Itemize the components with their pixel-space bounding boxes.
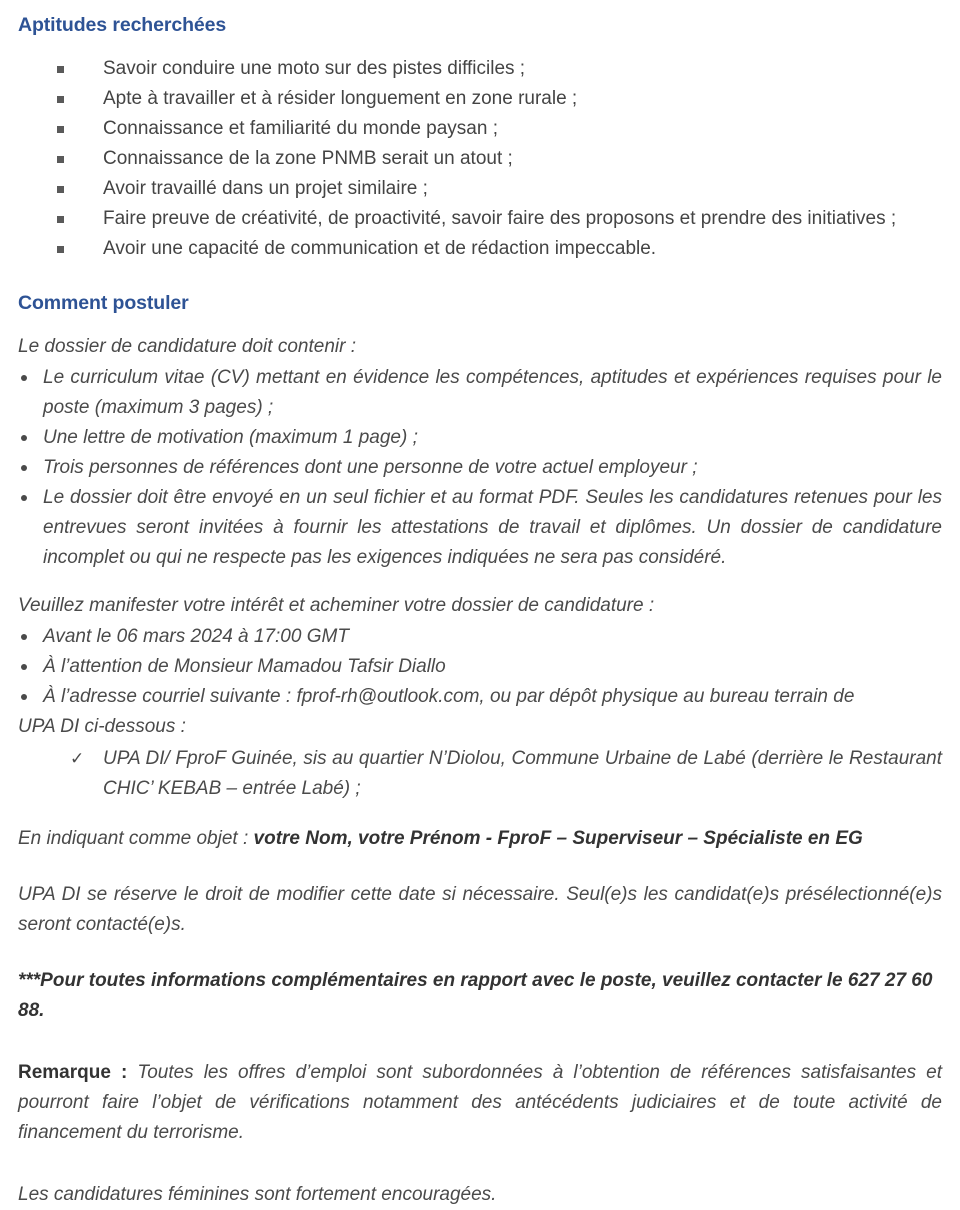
encouragement-paragraph: Les candidatures féminines sont fortement encouragées. — [18, 1184, 497, 1205]
disclaimer-paragraph: UPA DI se réserve le droit de modifier cette date si nécessaire. Seul(e)s les candidat(e)s présélectionné(e)s seront contacté(e)s. — [18, 884, 942, 935]
email-subject-line — [18, 824, 942, 854]
list-item: Connaissance et familiarité du monde paysan ; — [18, 114, 942, 144]
skills-list — [18, 54, 942, 264]
remark-text: Toutes les offres d’emploi sont subordonnées à l’obtention de références satisfaisantes et pourront faire l’objet de vérifications notamment des antécédents judiciaires et de toute activité de financement du terrorisme. — [18, 1062, 942, 1143]
submit-items-list — [18, 622, 942, 742]
email-item-prefix: À l’adresse courriel suivante : — [43, 686, 297, 707]
dossier-items-list — [18, 363, 942, 573]
subject-prefix: En indiquant comme objet : — [18, 828, 254, 849]
email-item-suffix: , ou par dépôt physique au bureau terrain de — [479, 686, 855, 707]
list-item: À l’attention de Monsieur Mamadou Tafsir Diallo — [18, 652, 942, 682]
extra-info-paragraph: ***Pour toutes informations complémentaires en rapport avec le poste, veuillez contacter le 627 27 60 88. — [18, 970, 933, 1021]
subject-bold-text: votre Nom, votre Prénom - FproF – Superviseur – Spécialiste en EG — [253, 828, 863, 849]
list-item: Le curriculum vitae (CV) mettant en évidence les compétences, aptitudes et expériences requises pour le poste (maximum 3 pages) ; — [18, 363, 942, 423]
list-item: Avoir travaillé dans un projet similaire ; — [18, 174, 942, 204]
remark-paragraph — [18, 1058, 942, 1148]
email-item-wrap: UPA DI ci-dessous : — [18, 716, 186, 737]
list-item: Savoir conduire une moto sur des pistes difficiles ; — [18, 54, 942, 84]
page-title-how-to-apply: Comment postuler — [18, 292, 189, 314]
list-item: Avoir une capacité de communication et de rédaction impeccable. — [18, 234, 942, 264]
list-item: Connaissance de la zone PNMB serait un atout ; — [18, 144, 942, 174]
submit-lead-text: Veuillez manifester votre intérêt et acheminer votre dossier de candidature : — [18, 595, 655, 616]
email-address-link[interactable]: fprof-rh@outlook.com — [296, 686, 480, 707]
list-item: Trois personnes de références dont une personne de votre actuel employeur ; — [18, 453, 942, 483]
list-item: Faire preuve de créativité, de proactivité, savoir faire des proposons et prendre des initiatives ; — [18, 204, 942, 234]
list-item: Avant le 06 mars 2024 à 17:00 GMT — [18, 622, 942, 652]
list-item: Le dossier doit être envoyé en un seul fichier et au format PDF. Seules les candidatures retenues pour les entrevues seront invitées à fournir les attestations de travail et diplômes. Un dossier de candidature incomplet ou qui ne respecte pas les exigences indiquées ne sera pas considéré. — [18, 483, 942, 573]
page-title-skills: Aptitudes recherchées — [18, 14, 227, 36]
office-address-list — [18, 744, 942, 804]
dossier-lead-text: Le dossier de candidature doit contenir : — [18, 336, 356, 357]
list-item-email — [18, 682, 942, 742]
list-item: ✓ UPA DI/ FproF Guinée, sis au quartier N’Diolou, Commune Urbaine de Labé (derrière le Restaurant CHIC’ KEBAB – entrée Labé) ; — [18, 744, 942, 804]
list-item: Une lettre de motivation (maximum 1 page) ; — [18, 423, 942, 453]
remark-label: Remarque : — [18, 1062, 128, 1083]
list-item: Apte à travailler et à résider longuement en zone rurale ; — [18, 84, 942, 114]
